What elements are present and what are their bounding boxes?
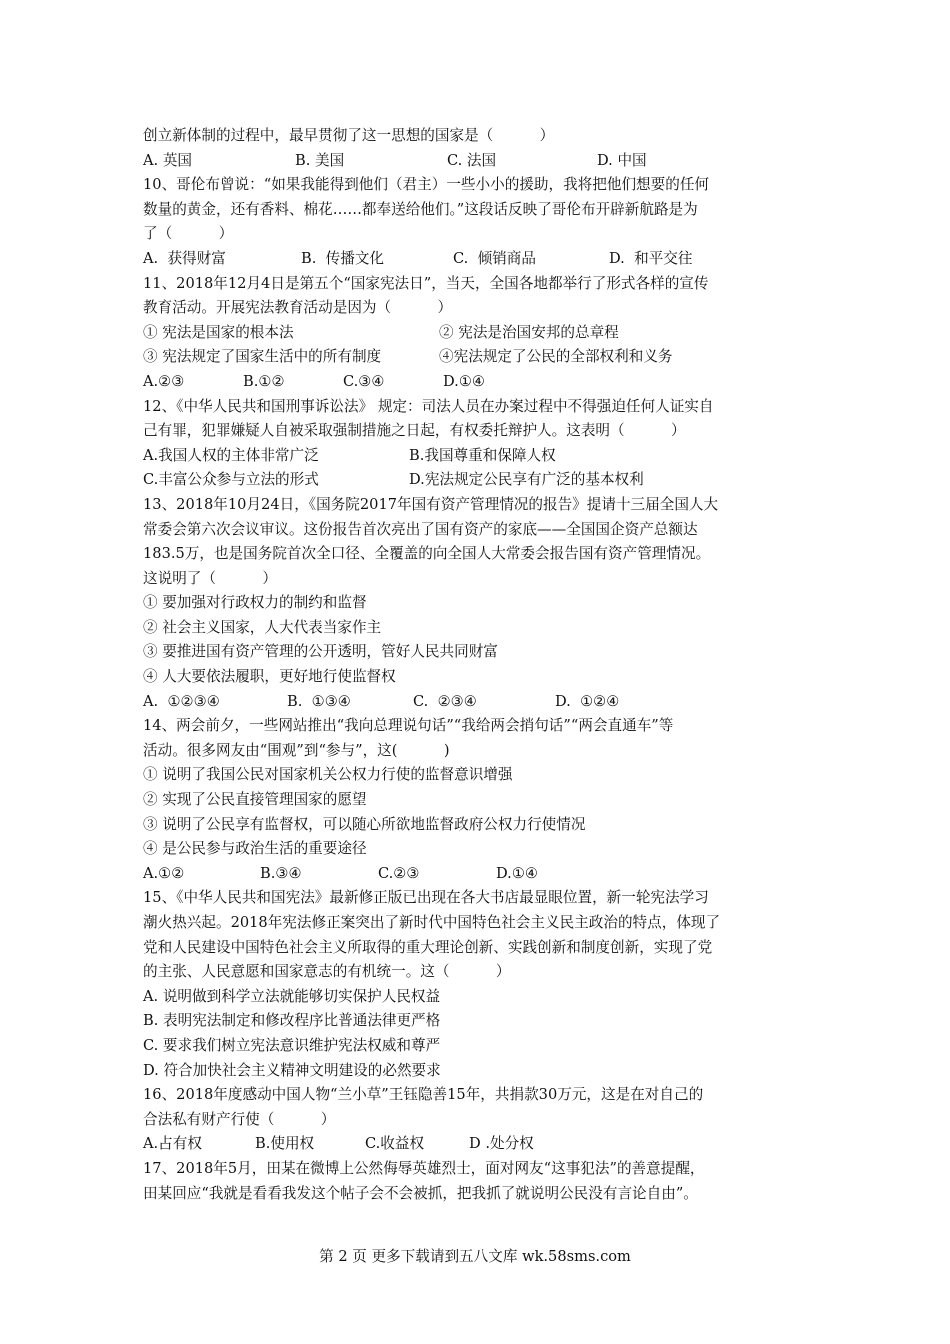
question-text: 活动。很多网友由“围观”到“参与”，这( ) [143, 741, 450, 759]
option-c: C. 倾销商品 [453, 249, 536, 267]
question-text: 党和人民建设中国特色社会主义所取得的重大理论创新、实践创新和制度创新，实现了党 [143, 938, 713, 956]
option-c: C.收益权 [365, 1135, 425, 1153]
question-text: 12、《中华人民共和国刑事诉讼法》 规定：司法人员在办案过程中不得强迫任何人证实自 [143, 397, 714, 415]
question-text: 14、两会前夕，一些网站推出“我向总理说句话”“我给两会捎句话”“两会直通车”等 [143, 717, 674, 735]
option-c: C. 要求我们树立宪法意识维护宪法权威和尊严 [143, 1036, 441, 1054]
option-b: B.我国尊重和保障人权 [409, 446, 556, 464]
question-15 [143, 886, 813, 1083]
option-d: D.宪法规定公民享有广泛的基本权利 [409, 471, 644, 489]
statement-2: ② 宪法是治国安邦的总章程 [439, 323, 619, 341]
page-content [143, 124, 813, 1206]
question-text: 17、2018年5月，田某在微博上公然侮辱英雄烈士，面对网友“这事犯法”的善意提醒， [143, 1159, 705, 1177]
option-d: D. ①②④ [555, 692, 620, 710]
answer-options [143, 862, 813, 887]
option-b: B.③④ [260, 864, 302, 882]
option-b: B. 表明宪法制定和修改程序比普通法律更严格 [143, 1012, 441, 1030]
option-c: C. 法国 [447, 151, 497, 169]
question-text: 创立新体制的过程中，最早贯彻了这一思想的国家是（ ） [143, 127, 555, 144]
question-text: 10、哥伦布曾说：“如果我能得到他们（君主）一些小小的援助，我将把他们想要的任何 [143, 176, 710, 194]
option-c: C.丰富公众参与立法的形式 [143, 471, 319, 489]
question-text: 11、2018年12月4日是第五个“国家宪法日”，当天，全国各地都举行了形式各样的宣传 [143, 274, 709, 292]
question-text: 183.5万，也是国务院首次全口径、全覆盖的向全国人大常委会报告国有资产管理情况。 [143, 545, 711, 563]
statement-row [143, 345, 813, 370]
answer-options [143, 149, 813, 174]
question-text: 田某回应“我就是看看我发这个帖子会不会被抓，把我抓了就说明公民没有言论自由”。 [143, 1184, 698, 1202]
option-c: C.③④ [343, 372, 385, 390]
option-a: A.占有权 [143, 1135, 202, 1153]
statement-1: ① 宪法是国家的根本法 [143, 323, 294, 341]
option-b: B.①② [243, 372, 285, 390]
statement-row [143, 321, 813, 346]
question-text: 这说明了（ ） [143, 569, 277, 587]
option-d: D.①④ [443, 372, 485, 390]
option-a: A. 获得财富 [143, 249, 226, 267]
question-11 [143, 272, 813, 395]
question-12 [143, 395, 813, 493]
question-text: 16、2018年度感动中国人物“兰小草”王钰隐善15年，共捐款30万元，这是在对自己的 [143, 1086, 704, 1104]
page-footer: 第 2 页 更多下载请到五八文库 wk.58sms.com [319, 1248, 631, 1265]
question-text: 教育活动。开展宪法教育活动是因为（ ） [143, 299, 453, 317]
statement-3: ③ 要推进国有资产管理的公开透明，管好人民共同财富 [143, 643, 498, 661]
option-b: B. ①③④ [287, 692, 351, 710]
statement-4: ④ 是公民参与政治生活的重要途径 [143, 840, 367, 858]
answer-options [143, 468, 813, 493]
answer-options [143, 444, 813, 469]
answer-options [143, 690, 813, 715]
option-c: C.②③ [378, 864, 420, 882]
question-14 [143, 714, 813, 886]
answer-options [143, 1132, 813, 1157]
statement-4: ④宪法规定了公民的全部权利和义务 [439, 348, 673, 366]
question-17 [143, 1157, 813, 1206]
question-text: 的主张、人民意愿和国家意志的有机统一。这（ ） [143, 963, 511, 981]
option-a: A.①② [143, 864, 185, 882]
statement-1: ① 要加强对行政权力的制约和监督 [143, 594, 367, 612]
question-text: 了（ ） [143, 225, 234, 243]
question-text: 合法私有财产行使（ ） [143, 1110, 336, 1128]
question-text: 己有罪，犯罪嫌疑人自被采取强制措施之日起，有权委托辩护人。这表明（ ） [143, 422, 686, 440]
option-b: B. 美国 [295, 151, 345, 169]
answer-options [143, 247, 813, 272]
question-text: 常委会第六次会议审议。这份报告首次亮出了国有资产的家底——全国国企资产总额达 [143, 520, 698, 538]
question-13 [143, 493, 813, 714]
statement-2: ② 实现了公民直接管理国家的愿望 [143, 791, 367, 809]
option-d: D. 符合加快社会主义精神文明建设的必然要求 [143, 1061, 441, 1079]
option-d: D. 和平交往 [609, 249, 693, 267]
option-a: A.我国人权的主体非常广泛 [143, 446, 319, 464]
statement-3: ③ 宪法规定了国家生活中的所有制度 [143, 348, 382, 366]
option-b: B.使用权 [255, 1135, 315, 1153]
question-9 [143, 124, 813, 173]
option-d: D .处分权 [469, 1135, 534, 1153]
option-b: B. 传播文化 [301, 249, 385, 267]
question-16 [143, 1083, 813, 1157]
option-a: A. 英国 [143, 151, 193, 169]
question-text: 13、2018年10月24日，《国务院2017年国有资产管理情况的报告》提请十三届全国人大 [143, 495, 719, 513]
statement-3: ③ 说明了公民享有监督权，可以随心所欲地监督政府公权力行使情况 [143, 815, 586, 833]
option-d: D.①④ [496, 864, 538, 882]
option-a: A. ①②③④ [143, 692, 220, 710]
option-a: A. 说明做到科学立法就能够切实保护人民权益 [143, 987, 441, 1005]
statement-4: ④ 人大要依法履职，更好地行使监督权 [143, 668, 396, 686]
option-d: D. 中国 [597, 151, 647, 169]
statement-1: ① 说明了我国公民对国家机关公权力行使的监督意识增强 [143, 766, 513, 784]
option-a: A.②③ [143, 372, 185, 390]
question-10 [143, 173, 813, 271]
answer-options [143, 370, 813, 395]
question-text: 数量的黄金，还有香料、棉花……都奉送给他们。”这段话反映了哥伦布开辟新航路是为 [143, 200, 698, 218]
statement-2: ② 社会主义国家，人大代表当家作主 [143, 618, 382, 636]
question-text: 15、《中华人民共和国宪法》最新修正版已出现在各大书店最显眼位置，新一轮宪法学习 [143, 889, 709, 907]
option-c: C. ②③④ [413, 692, 477, 710]
question-text: 潮火热兴起。2018年宪法修正案突出了新时代中国特色社会主义民主政治的特点，体现了 [143, 914, 721, 931]
